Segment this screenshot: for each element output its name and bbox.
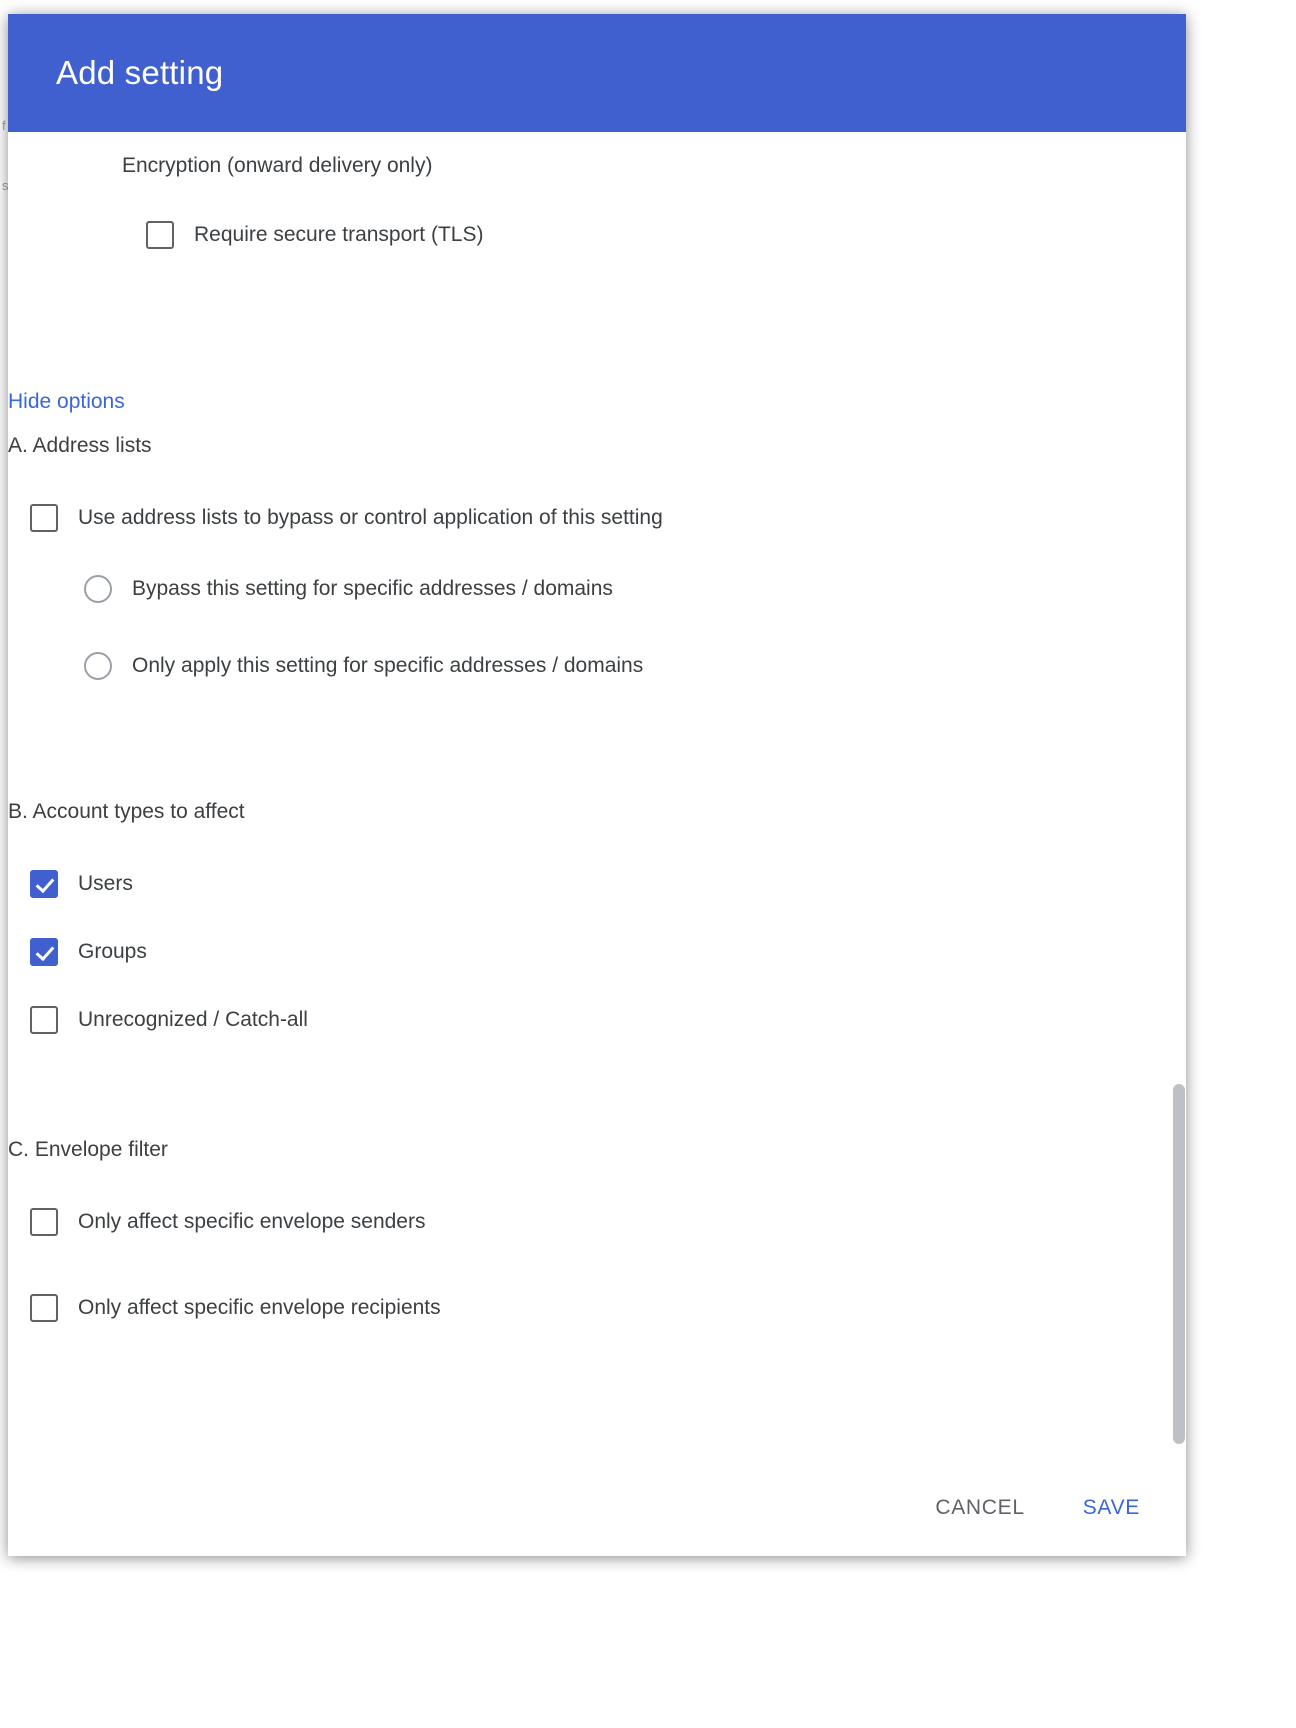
background-text-hint-2: s [2, 178, 9, 193]
envelope-senders-checkbox[interactable] [30, 1208, 58, 1236]
section-a-heading: A. Address lists [8, 434, 152, 457]
address-lists-label: Use address lists to bypass or control application of this setting [78, 506, 663, 529]
require-tls-option[interactable] [146, 221, 483, 249]
dialog-title: Add setting [56, 54, 224, 91]
encryption-section-label: Encryption (onward delivery only) [122, 154, 433, 177]
address-lists-option[interactable] [30, 504, 663, 532]
envelope-senders-label: Only affect specific envelope senders [78, 1210, 426, 1233]
add-setting-dialog [8, 14, 1186, 1556]
require-tls-checkbox[interactable] [146, 221, 174, 249]
save-button[interactable]: SAVE [1077, 1486, 1146, 1530]
only-apply-setting-radio[interactable] [84, 652, 112, 680]
account-type-users-label: Users [78, 872, 133, 895]
envelope-recipients-label: Only affect specific envelope recipients [78, 1296, 441, 1319]
dialog-body [8, 132, 1186, 1556]
account-type-catchall-row[interactable] [30, 1006, 308, 1034]
section-b-heading: B. Account types to affect [8, 800, 245, 823]
account-type-users-row[interactable] [30, 870, 133, 898]
dialog-header [8, 14, 1186, 132]
envelope-recipients-row[interactable] [30, 1294, 441, 1322]
account-type-users-checkbox[interactable] [30, 870, 58, 898]
hide-options-link[interactable]: Hide options [8, 390, 125, 413]
bypass-setting-radio[interactable] [84, 575, 112, 603]
cancel-button[interactable]: CANCEL [929, 1486, 1030, 1530]
account-type-groups-row[interactable] [30, 938, 147, 966]
dialog-scrollbar-track[interactable] [1172, 132, 1186, 1556]
require-tls-label: Require secure transport (TLS) [194, 223, 484, 246]
account-type-groups-checkbox[interactable] [30, 938, 58, 966]
account-type-catchall-label: Unrecognized / Catch-all [78, 1008, 308, 1031]
bypass-setting-radio-row[interactable] [84, 575, 613, 603]
account-type-catchall-checkbox[interactable] [30, 1006, 58, 1034]
dialog-footer [8, 1460, 1186, 1556]
envelope-senders-row[interactable] [30, 1208, 425, 1236]
only-apply-setting-radio-row[interactable] [84, 652, 643, 680]
bypass-setting-label: Bypass this setting for specific addresses / domains [132, 577, 613, 600]
section-c-heading: C. Envelope filter [8, 1138, 168, 1161]
account-type-groups-label: Groups [78, 940, 147, 963]
background-text-hint-1: f [2, 118, 6, 133]
address-lists-checkbox[interactable] [30, 504, 58, 532]
dialog-scrollbar-thumb[interactable] [1173, 1084, 1185, 1444]
envelope-recipients-checkbox[interactable] [30, 1294, 58, 1322]
only-apply-setting-label: Only apply this setting for specific addresses / domains [132, 654, 644, 677]
